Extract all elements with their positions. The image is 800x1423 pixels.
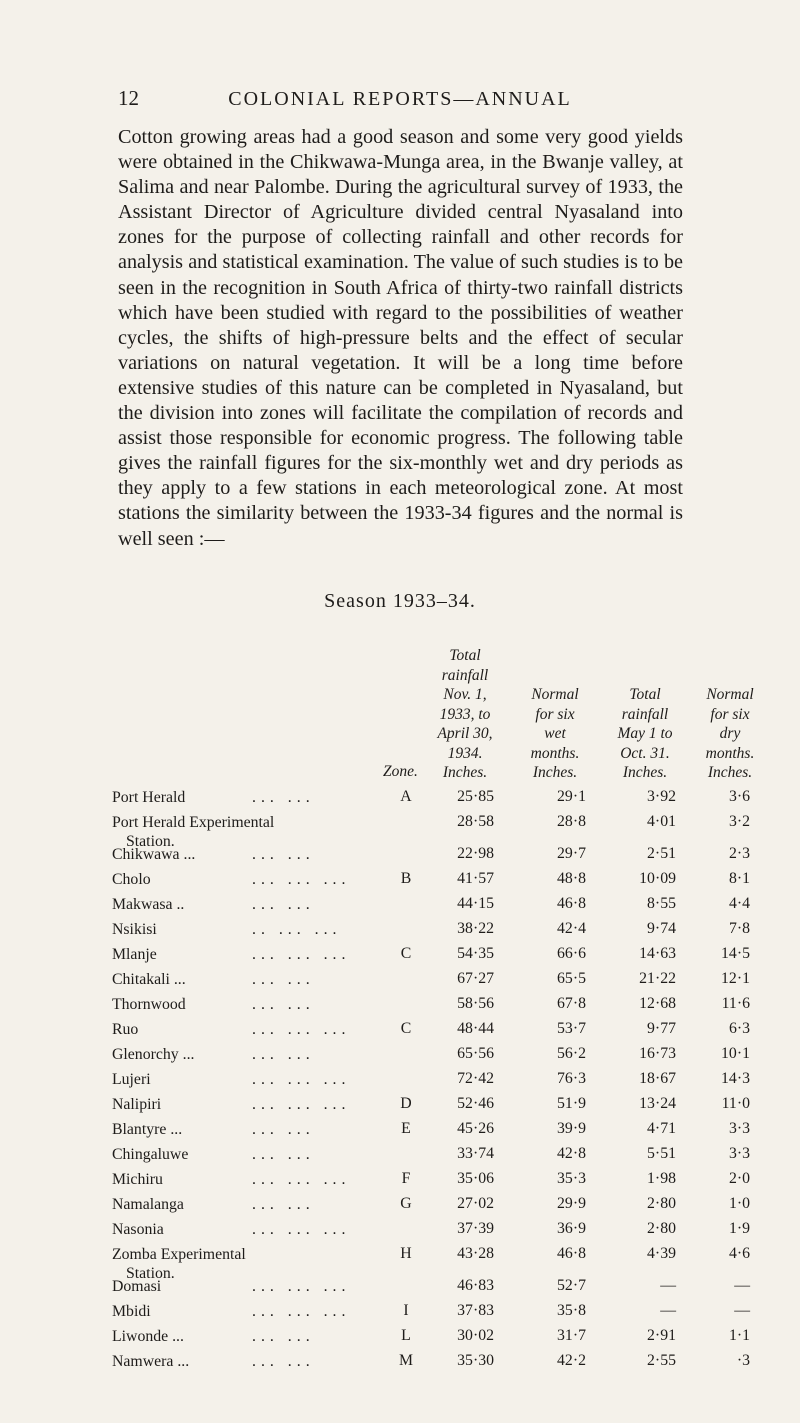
cell-normal-dry: 4·6 [728,1245,750,1262]
column-header-line: rainfall [621,705,669,723]
station-label: Chitakali ... [112,971,186,988]
leader-dots: ... ... [252,1328,315,1345]
station-label: Nalipiri [112,1096,162,1113]
cell-total-wet: 22·98 [457,845,494,862]
column-header-total-dry [605,685,685,783]
cell-normal-dry: 3·3 [728,1120,750,1137]
leader-dots: ... ... ... [252,1303,351,1320]
station-name [112,970,402,989]
cell-total-dry: 1·98 [647,1170,676,1187]
cell-normal-wet: 28·8 [557,813,586,830]
cell-normal-dry: 1·9 [728,1220,750,1237]
cell-normal-wet: 53·7 [557,1020,586,1037]
cell-total-wet: 41·57 [457,870,494,887]
cell-zone: G [400,1195,412,1212]
station-name [112,845,402,864]
leader-dots: ... ... ... [252,1096,351,1113]
station-label: Ruo [112,1021,139,1038]
cell-normal-wet: 66·6 [557,945,586,962]
cell-normal-wet: 29·9 [557,1195,586,1212]
cell-total-wet: 27·02 [457,1195,494,1212]
station-name [112,1302,402,1321]
cell-total-wet: 25·85 [457,788,494,805]
cell-normal-dry: 3·6 [728,788,750,805]
column-header-line: Total [449,647,481,664]
station-name [112,1170,402,1189]
cell-zone: B [400,870,412,887]
leader-dots: ... ... [252,1046,315,1063]
cell-total-dry: 4·01 [647,813,676,830]
cell-normal-dry: 8·1 [728,870,750,887]
cell-normal-wet: 46·8 [557,895,586,912]
station-name [112,920,402,939]
cell-normal-dry: 14·5 [721,945,750,962]
leader-dots: ... ... [252,789,315,806]
station-name [112,1145,402,1164]
station-label: Nsikisi [112,921,157,938]
column-header-line: for six [535,705,575,723]
cell-total-wet: 33·74 [457,1145,494,1162]
cell-normal-wet: 29·1 [557,788,586,805]
leader-dots: ... ... [252,1121,315,1138]
station-label-cont: Station. [126,833,175,850]
cell-total-dry: 2·51 [647,845,676,862]
running-head: COLONIAL REPORTS—ANNUAL [228,88,572,110]
cell-total-dry: 21·22 [639,970,676,987]
column-header-line: Oct. 31. [620,744,670,762]
column-header-line: months. [530,744,580,762]
cell-total-dry: 2·80 [647,1220,676,1237]
cell-total-dry: 13·24 [639,1095,676,1112]
station-name [112,1020,402,1039]
cell-total-wet: 48·44 [457,1020,494,1037]
station-label: Mbidi [112,1303,151,1320]
cell-total-wet: 35·06 [457,1170,494,1187]
column-header-line: months. [705,744,755,762]
cell-total-wet: 37·83 [457,1302,494,1319]
station-label: Domasi [112,1278,162,1295]
cell-normal-wet: 76·3 [557,1070,586,1087]
column-header-line: rainfall [441,666,489,684]
column-header-line: wet [544,725,566,742]
leader-dots: ... ... ... [252,946,351,963]
cell-zone: H [400,1245,412,1262]
column-header-line: for six [710,705,750,723]
cell-normal-dry: 6·3 [728,1020,750,1037]
cell-normal-wet: 65·5 [557,970,586,987]
column-header-normal-wet [515,685,595,783]
cell-normal-dry: 1·0 [728,1195,750,1212]
station-label: Lujeri [112,1071,151,1088]
column-header-line: Normal [531,686,579,703]
cell-zone: F [401,1170,411,1187]
leader-dots: ... ... [252,1196,315,1213]
leader-dots: ... ... [252,996,315,1013]
column-header-zone: Zone. [383,763,418,780]
column-header-line: Total [629,686,661,703]
cell-normal-wet: 31·7 [557,1327,586,1344]
cell-normal-wet: 35·3 [557,1170,586,1187]
station-name [112,788,402,807]
column-header-line: Inches. [622,764,668,781]
leader-dots: ... ... [252,1146,315,1163]
cell-normal-wet: 56·2 [557,1045,586,1062]
cell-normal-wet: 35·8 [557,1302,586,1319]
leader-dots: ... ... [252,971,315,988]
cell-total-dry: 8·55 [647,895,676,912]
station-label: Liwonde ... [112,1328,184,1345]
column-header-line: Normal [706,686,754,703]
cell-total-dry: 4·71 [647,1120,676,1137]
cell-zone: I [403,1302,409,1319]
station-name [112,995,402,1014]
station-name [112,1327,402,1346]
leader-dots: ... ... ... [252,1021,351,1038]
station-name [112,1070,402,1089]
cell-normal-wet: 48·8 [557,870,586,887]
station-label: Cholo [112,871,151,888]
cell-total-dry: — [660,1277,676,1294]
cell-total-dry: 18·67 [639,1070,676,1087]
cell-total-wet: 38·22 [457,920,494,937]
station-name [112,1195,402,1214]
cell-normal-dry: 7·8 [728,920,750,937]
cell-zone: M [398,1352,414,1369]
cell-total-wet: 44·15 [457,895,494,912]
column-header-line: 1934. [447,744,483,762]
cell-total-wet: 43·28 [457,1245,494,1262]
cell-zone: D [400,1095,412,1112]
station-name [112,1220,402,1239]
column-header-line: 1933, to [439,705,491,723]
cell-normal-wet: 39·9 [557,1120,586,1137]
cell-total-dry: 9·74 [647,920,676,937]
cell-normal-dry: 2·0 [728,1170,750,1187]
column-header-line: April 30, [437,725,493,742]
cell-normal-wet: 67·8 [557,995,586,1012]
column-header-line: dry [719,725,741,742]
station-name [112,1352,402,1371]
cell-normal-dry: — [734,1302,750,1319]
cell-zone: E [401,1120,411,1137]
leader-dots: ... ... ... [252,1221,351,1238]
cell-total-dry: 3·92 [647,788,676,805]
leader-dots: ... ... [252,846,315,863]
station-name [112,870,402,889]
station-label: Glenorchy ... [112,1046,195,1063]
cell-total-wet: 58·56 [457,995,494,1012]
station-name [112,1277,402,1296]
cell-normal-dry: ·3 [736,1352,750,1369]
station-name [112,1120,402,1139]
station-label: Nasonia [112,1221,164,1238]
station-label: Chikwawa ... [112,846,196,863]
cell-total-wet: 46·83 [457,1277,494,1294]
cell-normal-wet: 46·8 [557,1245,586,1262]
station-label: Michiru [112,1171,163,1188]
station-name [112,1095,402,1114]
body-paragraph: Cotton growing areas had a good season and some very good yields were obtained in the Chikwawa-Munga area, in the Bwanje valley, at Salima and near Palombe. During the agricultural survey of 1933, the Assistant Director of Agriculture divided central Nyasaland into zones for the purpose of collecting rainfall and other records for analysis and statistical examination. The value of such studies is to be seen in the recognition in South Africa of thirty-two rainfall districts which have been studied with regard to the possibilities of weather cycles, the shifts of high-pressure belts and the effect of secular variations on natural vegetation. It will be a long time before extensive studies of this nature can be completed in Nyasaland, but the division into zones will facilitate the compilation of records and assist those responsible for economic progress. The following table gives the rainfall figures for the six-monthly wet and dry periods as they apply to a few stations in each meteorological zone. At most stations the similarity between the 1933-34 figures and the normal is well seen :— [118,126,683,550]
station-label: Port Herald [112,789,186,806]
cell-normal-dry: 14·3 [721,1070,750,1087]
station-label: Namwera ... [112,1353,190,1370]
cell-total-wet: 72·42 [457,1070,494,1087]
cell-normal-wet: 42·4 [557,920,586,937]
cell-normal-dry: 2·3 [728,845,750,862]
cell-normal-dry: 1·1 [728,1327,750,1344]
cell-total-dry: 5·51 [647,1145,676,1162]
body-text [118,125,683,552]
station-label: Thornwood [112,996,186,1013]
column-header-total-wet [425,646,505,783]
cell-normal-dry: 3·2 [728,813,750,830]
column-header-line: Inches. [442,764,488,781]
station-label: Zomba Experimental [112,1246,246,1263]
cell-normal-dry: — [734,1277,750,1294]
station-label: Port Herald Experimental [112,814,275,831]
station-name [112,895,402,914]
cell-total-wet: 35·30 [457,1352,494,1369]
cell-zone: A [400,788,412,805]
station-name [112,1045,402,1064]
cell-total-dry: 2·80 [647,1195,676,1212]
cell-total-dry: 9·77 [647,1020,676,1037]
leader-dots: .. ... ... [252,921,342,938]
station-label: Chingaluwe [112,1146,189,1163]
column-header-line: Nov. 1, [443,686,487,703]
cell-total-dry: 2·91 [647,1327,676,1344]
cell-total-dry: 16·73 [639,1045,676,1062]
column-header-line: Inches. [707,764,753,781]
cell-normal-wet: 36·9 [557,1220,586,1237]
cell-zone: L [401,1327,411,1344]
cell-zone: C [400,945,412,962]
leader-dots: ... ... ... [252,871,351,888]
cell-normal-dry: 4·4 [728,895,750,912]
column-header-line: May 1 to [617,725,673,742]
cell-normal-dry: 3·3 [728,1145,750,1162]
cell-zone: C [400,1020,412,1037]
page-number: 12 [118,86,139,110]
cell-total-wet: 67·27 [457,970,494,987]
cell-total-dry: 4·39 [647,1245,676,1262]
leader-dots: ... ... ... [252,1071,351,1088]
cell-normal-dry: 11·6 [721,995,750,1012]
cell-normal-wet: 42·8 [557,1145,586,1162]
column-header-line: Inches. [532,764,578,781]
table-title: Season 1933–34. [324,590,476,612]
cell-total-wet: 52·46 [457,1095,494,1112]
leader-dots: ... ... ... [252,1278,351,1295]
station-label: Mlanje [112,946,157,963]
station-label: Namalanga [112,1196,184,1213]
page-header [0,86,800,116]
cell-normal-wet: 42·2 [557,1352,586,1369]
cell-normal-wet: 29·7 [557,845,586,862]
station-label: Blantyre ... [112,1121,183,1138]
cell-total-wet: 30·02 [457,1327,494,1344]
station-label: Makwasa .. [112,896,185,913]
cell-total-dry: 10·09 [639,870,676,887]
column-header-normal-dry [690,685,770,783]
cell-total-dry: 2·55 [647,1352,676,1369]
leader-dots: ... ... ... [252,1171,351,1188]
leader-dots: ... ... [252,896,315,913]
cell-normal-dry: 11·0 [721,1095,750,1112]
cell-total-wet: 37·39 [457,1220,494,1237]
station-label-cont: Station. [126,1265,175,1282]
cell-normal-wet: 52·7 [557,1277,586,1294]
cell-normal-dry: 12·1 [721,970,750,987]
cell-total-dry: — [660,1302,676,1319]
cell-total-wet: 65·56 [457,1045,494,1062]
leader-dots: ... ... [252,1353,315,1370]
cell-normal-wet: 51·9 [557,1095,586,1112]
cell-total-wet: 28·58 [457,813,494,830]
cell-total-wet: 45·26 [457,1120,494,1137]
cell-total-wet: 54·35 [457,945,494,962]
cell-total-dry: 14·63 [639,945,676,962]
cell-normal-dry: 10·1 [721,1045,750,1062]
cell-total-dry: 12·68 [639,995,676,1012]
station-name [112,945,402,964]
